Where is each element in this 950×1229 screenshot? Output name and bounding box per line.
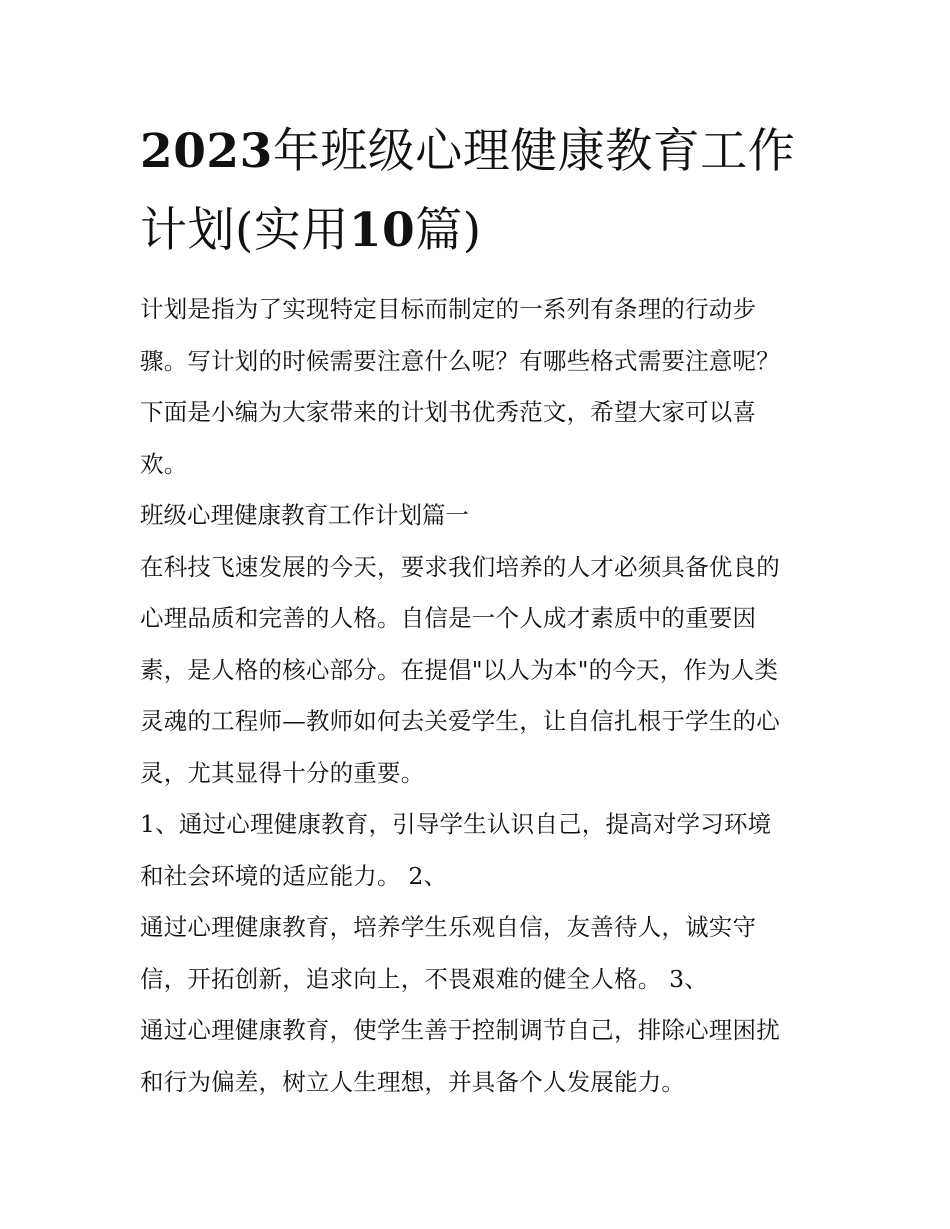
body-line: 通过心理健康教育，使学生善于控制调节自己，排除心理困扰 [140, 1016, 780, 1044]
intro-paragraph [140, 284, 812, 490]
body-line: 素，是人格的核心部分。在提倡"以人为本"的今天，作为人类 [140, 655, 779, 684]
body-line: 和行为偏差，树立人生理想，并具备个人发展能力。 [140, 1067, 686, 1096]
body-line: 心理品质和完善的人格。自信是一个人成才素质中的重要因 [140, 604, 757, 632]
body-line: 1、通过心理健康教育，引导学生认识自己，提高对学习环境 [140, 810, 772, 838]
intro-line: 下面是小编为大家带来的计划书优秀范文，希望大家可以喜 [140, 398, 757, 426]
title-line-2-post: 篇) [415, 203, 482, 258]
title-line-1-text: 年班级心理健康教育工作 [272, 124, 796, 179]
title-year: 2023 [140, 124, 273, 179]
body-line: 在科技飞速发展的今天，要求我们培养的人才必须具备优良的 [140, 552, 780, 581]
body-line: 灵魂的工程师—教师如何去关爱学生，让自信扎根于学生的心 [140, 707, 780, 735]
body-line: 灵，尤其显得十分的重要。 [140, 758, 425, 787]
title-line-1 [140, 112, 812, 191]
document-title [140, 112, 812, 270]
title-line-2 [140, 191, 812, 270]
body-line: 信，开拓创新，追求向上，不畏艰难的健全人格。 3、 [140, 964, 708, 993]
intro-line: 欢。 [140, 449, 188, 478]
title-line-2-pre: 计划(实用 [140, 203, 349, 258]
body-text [140, 542, 812, 1109]
document-page [140, 112, 812, 1108]
body-line: 通过心理健康教育，培养学生乐观自信，友善待人，诚实守 [140, 913, 757, 941]
intro-line: 计划是指为了实现特定目标而制定的一系列有条理的行动步 [140, 295, 757, 323]
title-count: 10 [348, 203, 416, 258]
body-line: 和社会环境的适应能力。 2、 [140, 861, 448, 890]
intro-line: 骤。写计划的时候需要注意什么呢？有哪些格式需要注意呢？ [140, 346, 780, 375]
section-heading: 班级心理健康教育工作计划篇一 [140, 501, 469, 529]
